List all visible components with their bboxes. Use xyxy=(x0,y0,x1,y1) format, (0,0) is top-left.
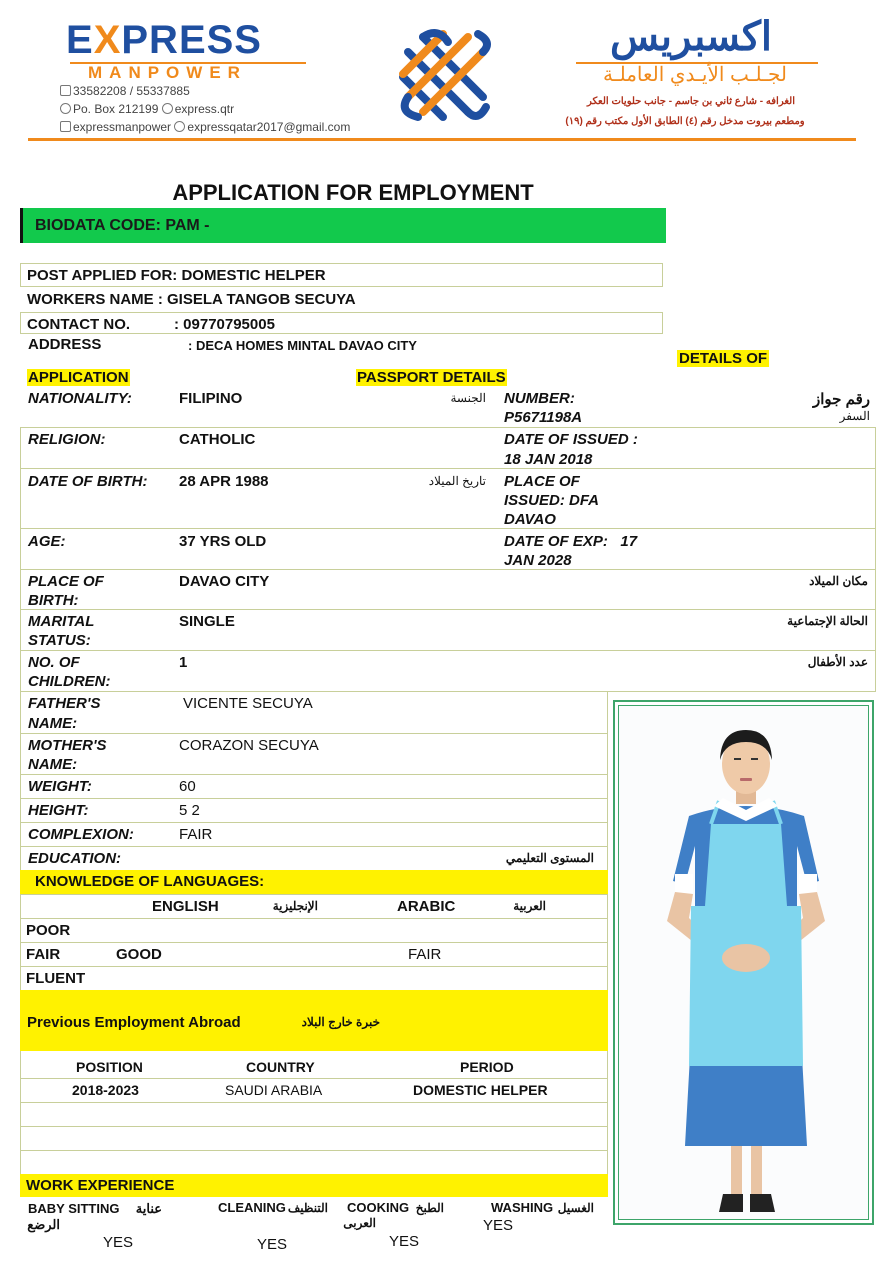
issue-date-label: DATE OF ISSUED : xyxy=(504,431,638,448)
passport-number-arabic: رقم جواز xyxy=(813,391,870,408)
cooking-arabic-1: الطبخ xyxy=(415,1201,444,1215)
post-applied: POST APPLIED FOR: DOMESTIC HELPER xyxy=(27,267,326,284)
company-logo-text: EXPRESS xyxy=(66,18,262,62)
facebook-icon xyxy=(162,103,173,114)
religion-label: RELIGION: xyxy=(28,431,106,448)
arabic-label: ARABIC xyxy=(397,898,456,915)
marital-arabic: الحالة الإجتماعية xyxy=(787,614,868,628)
washing-value: YES xyxy=(483,1217,514,1234)
arabic-address-2: ومطعم بيروت مدخل رقم (٤) الطابق الأول مكتب رقم (١٩) xyxy=(565,116,805,127)
applicant-photo-frame xyxy=(613,700,874,1225)
contact-row xyxy=(20,312,663,334)
phone-icon xyxy=(60,85,71,96)
pobox-line: Po. Box 212199 express.qtr xyxy=(60,102,234,116)
header-rule xyxy=(28,138,856,141)
previous-employment-arabic: خبرة خارج البلاد xyxy=(301,1015,380,1029)
marital-label-2: STATUS: xyxy=(28,632,91,649)
pob-arabic: مكان الميلاد xyxy=(809,574,868,588)
english-level-good: GOOD xyxy=(116,946,162,963)
cleaning-label: CLEANING xyxy=(218,1200,286,1215)
workers-name: WORKERS NAME : GISELA TANGOB SECUYA xyxy=(27,291,356,308)
children-label-2: CHILDREN: xyxy=(28,673,111,690)
social-line: expressmanpower expressqatar2017@gmail.com xyxy=(60,120,350,134)
cooking-arabic-2: العربى xyxy=(343,1216,376,1230)
contact-label: CONTACT NO. xyxy=(27,316,131,333)
mother-label-2: NAME: xyxy=(28,756,78,773)
father-label-1: FATHER'S xyxy=(28,695,101,712)
page-title: APPLICATION FOR EMPLOYMENT xyxy=(172,180,534,205)
biodata-code-bar xyxy=(20,208,666,243)
expiry-2: JAN 2028 xyxy=(504,552,572,569)
col-country: COUNTRY xyxy=(246,1059,315,1075)
cooking-value: YES xyxy=(389,1233,420,1250)
marital-label-1: MARITAL xyxy=(28,613,95,630)
poor-label: POOR xyxy=(26,922,71,939)
email-icon xyxy=(174,121,185,132)
height-label: HEIGHT: xyxy=(28,802,89,819)
passport-number-arabic-2: السفر xyxy=(839,409,870,423)
complexion-label: COMPLEXION: xyxy=(28,826,134,843)
pob-value: DAVAO CITY xyxy=(179,573,270,590)
issue-date-value: 18 JAN 2018 xyxy=(504,451,593,468)
col-position: POSITION xyxy=(76,1059,143,1075)
arabic-address-1: الغرافه - شارع ثاني بن جاسم - جانب حلويات العكر xyxy=(586,96,795,107)
knot-logo-icon xyxy=(388,22,498,132)
washing-label: WASHING xyxy=(491,1200,554,1215)
col-period: PERIOD xyxy=(460,1059,514,1075)
dob-value: 28 APR 1988 xyxy=(179,473,269,490)
children-arabic: عدد الأطفال xyxy=(807,655,868,669)
baby-sitting-arabic-2: الرضع xyxy=(27,1217,60,1232)
details-of-label: DETAILS OF xyxy=(679,350,768,367)
mail-icon xyxy=(60,103,71,114)
pob-label-1: PLACE OF xyxy=(28,573,104,590)
nationality-value: FILIPINO xyxy=(179,390,243,407)
phone-line: 33582208 / 55337885 xyxy=(60,84,190,98)
company-logo-subtitle: MANPOWER xyxy=(88,63,247,82)
education-arabic: المستوى التعليمي xyxy=(505,851,594,865)
baby-sitting-arabic-1: عناية xyxy=(135,1201,162,1216)
issue-place-1: PLACE OF xyxy=(504,473,580,490)
issue-place-2: ISSUED: DFA xyxy=(504,492,600,509)
instagram-icon xyxy=(60,121,71,132)
father-value: VICENTE SECUYA xyxy=(183,695,313,712)
fair-label: FAIR xyxy=(26,946,61,963)
children-label-1: NO. OF xyxy=(28,654,80,671)
pob-label-2: BIRTH: xyxy=(28,592,79,609)
washing-arabic: الغسيل xyxy=(557,1201,594,1215)
age-value: 37 YRS OLD xyxy=(179,533,267,550)
english-label: ENGLISH xyxy=(152,898,219,915)
expiry-1: DATE OF EXP: 17 xyxy=(504,533,638,550)
issue-place-3: DAVAO xyxy=(504,511,556,528)
work-experience-header: WORK EXPERIENCE xyxy=(26,1177,175,1194)
post-applied-row xyxy=(20,263,663,287)
weight-label: WEIGHT: xyxy=(28,778,92,795)
address-value: : DECA HOMES MINTAL DAVAO CITY xyxy=(188,338,417,353)
biodata-code: BIODATA CODE: PAM - xyxy=(35,217,210,234)
languages-header-bar xyxy=(20,870,608,894)
english-arabic: الإنجليزية xyxy=(272,899,318,913)
weight-value: 60 xyxy=(179,778,196,795)
cooking-label: COOKING xyxy=(347,1200,410,1215)
height-value: 5 2 xyxy=(179,802,200,819)
baby-sitting-label: BABY SITTING xyxy=(28,1201,120,1216)
company-logo-arabic: اكسبريس xyxy=(609,15,773,59)
previous-employment-bar xyxy=(20,990,608,1051)
mother-value: CORAZON SECUYA xyxy=(179,737,319,754)
employment-row-period: DOMESTIC HELPER xyxy=(413,1082,548,1098)
application-header: APPLICATION xyxy=(28,369,129,386)
mother-label-1: MOTHER'S xyxy=(28,737,107,754)
religion-value: CATHOLIC xyxy=(179,431,256,448)
passport-number-label: NUMBER: xyxy=(504,390,575,407)
passport-details-header: PASSPORT DETAILS xyxy=(357,369,506,386)
company-logo-arabic-subtitle: لجـلـب الأيـدي العاملـة xyxy=(603,64,787,86)
nationality-label: NATIONALITY: xyxy=(28,390,132,407)
contact-value: : 09770795005 xyxy=(174,316,275,333)
fluent-label: FLUENT xyxy=(26,970,86,987)
cleaning-value: YES xyxy=(257,1236,288,1253)
arabic-arabic: العربية xyxy=(513,899,546,913)
father-label-2: NAME: xyxy=(28,715,78,732)
address-label: ADDRESS xyxy=(28,336,102,353)
complexion-value: FAIR xyxy=(179,826,213,843)
children-value: 1 xyxy=(179,654,188,671)
baby-sitting-value: YES xyxy=(103,1234,134,1251)
previous-employment-header: Previous Employment Abroad xyxy=(27,1014,241,1031)
work-experience-bar xyxy=(20,1174,608,1197)
dob-arabic: تاريخ الميلاد xyxy=(428,474,486,488)
employment-row-country: SAUDI ARABIA xyxy=(225,1082,323,1098)
cleaning-arabic: التنظيف xyxy=(287,1201,328,1215)
dob-label: DATE OF BIRTH: xyxy=(28,473,148,490)
education-label: EDUCATION: xyxy=(28,850,122,867)
languages-header: KNOWLEDGE OF LANGUAGES: xyxy=(35,873,265,890)
applicant-figure-icon xyxy=(619,706,869,1220)
applicant-photo xyxy=(618,705,869,1220)
age-label: AGE: xyxy=(28,533,66,550)
arabic-level: FAIR xyxy=(408,946,442,963)
nationality-arabic: الجنسة xyxy=(450,391,486,405)
marital-value: SINGLE xyxy=(179,613,235,630)
employment-row-position: 2018-2023 xyxy=(72,1082,139,1098)
passport-number-value: P5671198A xyxy=(504,409,583,426)
